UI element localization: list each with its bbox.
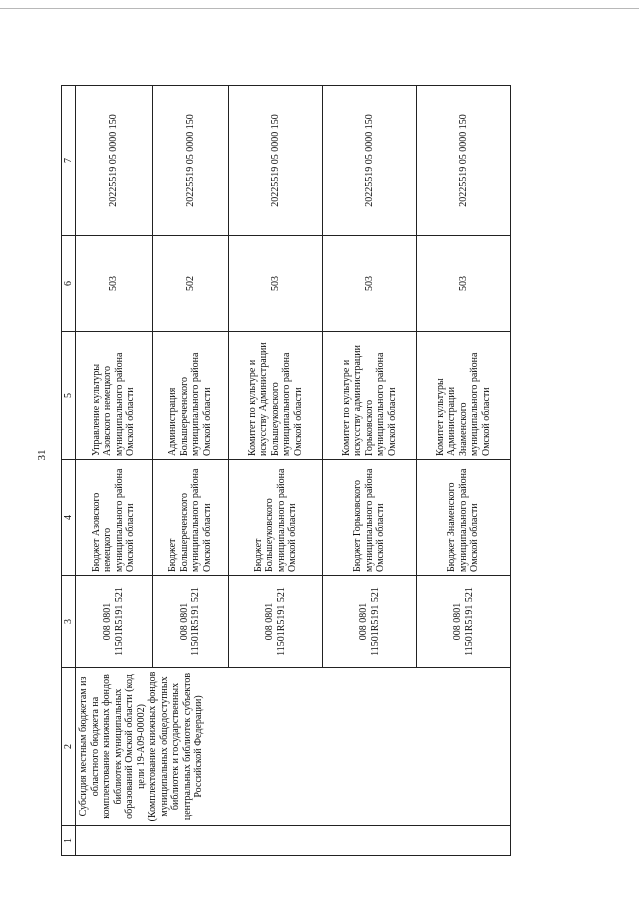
header-col-1: 1 [62,826,76,856]
code-number-cell: 503 [417,236,511,332]
document-table [61,85,511,856]
header-col-4: 4 [62,460,76,576]
budget-code-cell: 008 0801 11501R5191 521 [323,576,417,668]
budget-code-cell: 008 0801 11501R5191 521 [229,576,323,668]
table-row [76,86,153,856]
kbk-cell: 20225519 05 0000 150 [417,86,511,236]
recipient-cell: Управление культуры Азовского немецкого муниципального района Омской области [76,332,153,460]
header-col-3: 3 [62,576,76,668]
header-row [62,86,76,856]
top-rule [0,8,639,9]
budget-name-cell: Бюджет Знаменского муниципального района Омской области [417,460,511,576]
budget-code-cell: 008 0801 11501R5191 521 [152,576,229,668]
budget-name-cell: Бюджет Горьковского муниципального района Омской области [323,460,417,576]
kbk-cell: 20225519 05 0000 150 [152,86,229,236]
budget-name-cell: Бюджет Азовского немецкого муниципального района Омской области [76,460,153,576]
budget-name-cell: Бюджет Большереченского муниципального района Омской области [152,460,229,576]
code-number-cell: 503 [323,236,417,332]
header-col-7: 7 [62,86,76,236]
recipient-cell: Комитет культуры Администрации Знаменского муниципального района Омской области [417,332,511,460]
page-number: 31 [36,449,48,461]
recipient-cell: Комитет по культуре и искусству администрации Горьковского муниципального района Омской области [323,332,417,460]
code-number-cell: 502 [152,236,229,332]
header-col-2: 2 [62,668,76,826]
kbk-cell: 20225519 05 0000 150 [229,86,323,236]
code-number-cell: 503 [76,236,153,332]
subsidy-description-cell: Субсидия местным бюджетам из областного бюджета на комплектование книжных фондов библиотек муниципальных образований Омской области (код цели 19-А09-00002) (Комплектование книжных фондов муниципальных общедоступных библиотек и государственных центральных библиотек субъектов Российской Федерации) [76,668,511,826]
recipient-cell: Комитет по культуре и искусству Администрации Большеуковского муниципального района Омской области [229,332,323,460]
document-table-container [61,86,511,856]
header-col-6: 6 [62,236,76,332]
recipient-cell: Администрация Большереченского муниципального района Омской области [152,332,229,460]
kbk-cell: 20225519 05 0000 150 [76,86,153,236]
row-number-cell [76,826,511,856]
code-number-cell: 503 [229,236,323,332]
budget-code-cell: 008 0801 11501R5191 521 [417,576,511,668]
kbk-cell: 20225519 05 0000 150 [323,86,417,236]
budget-code-cell: 008 0801 11501R5191 521 [76,576,153,668]
budget-name-cell: Бюджет Большеуковского муниципального района Омской области [229,460,323,576]
header-col-5: 5 [62,332,76,460]
